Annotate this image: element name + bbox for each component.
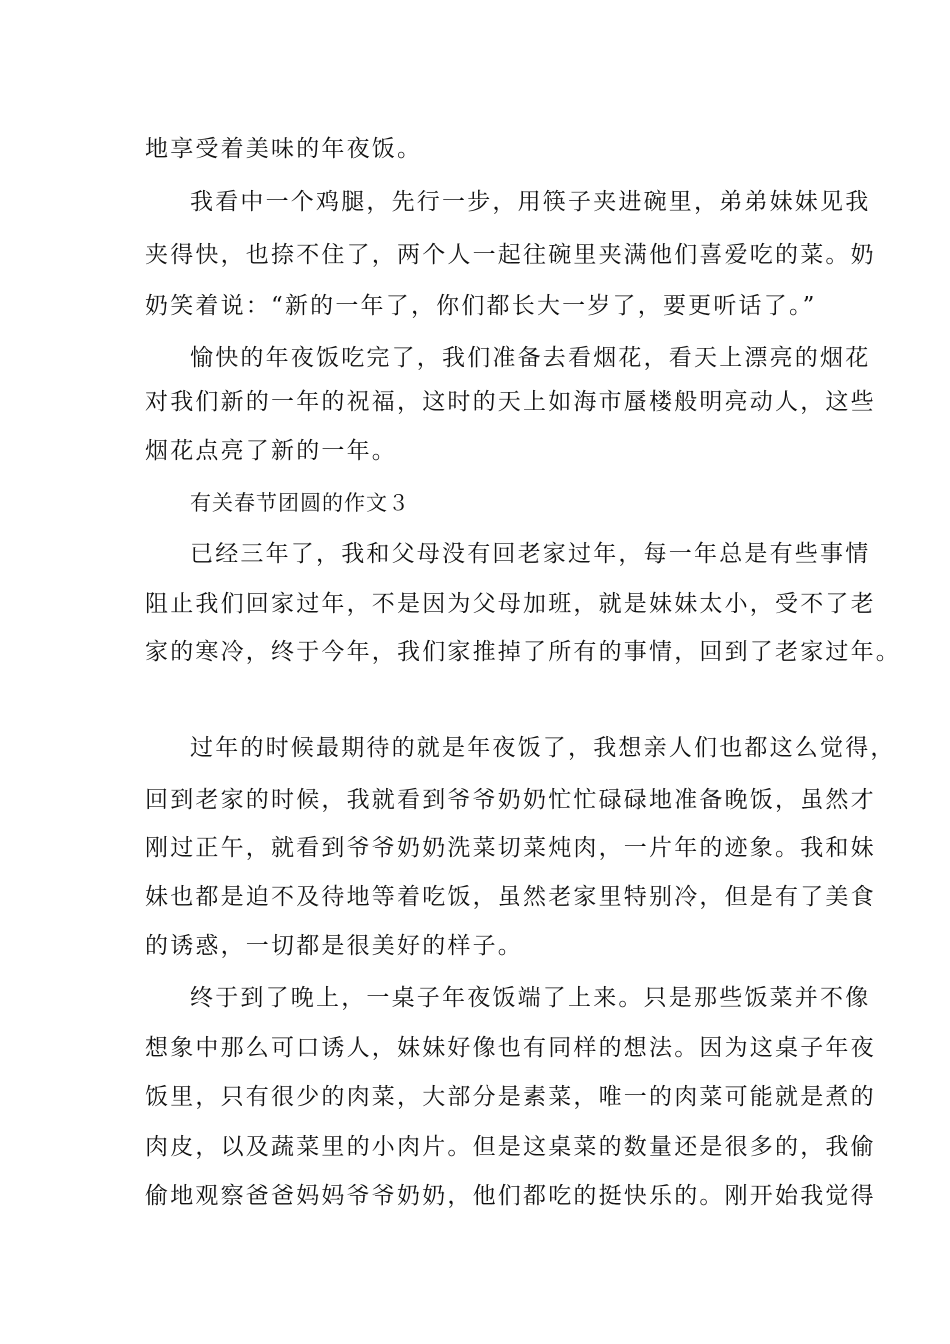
text-line: 对我们新的一年的祝福，这时的天上如海市蜃楼般明亮动人，这些	[145, 389, 876, 415]
paragraph-first-line: 我看中一个鸡腿，先行一步，用筷子夹进碗里，弟弟妹妹见我	[190, 189, 871, 215]
text-line: 阻止我们回家过年，不是因为父母加班，就是妹妹太小，受不了老	[145, 591, 876, 617]
section-title: 有关春节团圆的作文３	[190, 491, 410, 515]
text-line: 想象中那么可口诱人，妹妹好像也有同样的想法。因为这桌子年夜	[145, 1035, 876, 1061]
text-line: 饭里，只有很少的肉菜，大部分是素菜，唯一的肉菜可能就是煮的	[145, 1084, 876, 1110]
paragraph-first-line: 过年的时候最期待的就是年夜饭了，我想亲人们也都这么觉得，	[190, 735, 896, 761]
text-line: 肉皮，以及蔬菜里的小肉片。但是这桌菜的数量还是很多的，我偷	[145, 1134, 876, 1160]
text-line: 偷地观察爸爸妈妈爷爷奶奶，他们都吃的挺快乐的。刚开始我觉得	[145, 1183, 876, 1209]
text-line: 刚过正午，就看到爷爷奶奶洗菜切菜炖肉，一片年的迹象。我和妹	[145, 835, 876, 861]
text-line: 奶笑着说：“新的一年了，你们都长大一岁了，要更听话了。”	[145, 293, 817, 319]
text-line: 的诱惑，一切都是很美好的样子。	[145, 933, 523, 959]
text-line: 回到老家的时候，我就看到爷爷奶奶忙忙碌碌地准备晚饭，虽然才	[145, 787, 876, 813]
paragraph-first-line: 已经三年了，我和父母没有回老家过年，每一年总是有些事情	[190, 541, 871, 567]
text-line: 烟花点亮了新的一年。	[145, 438, 397, 464]
text-line: 家的寒冷，终于今年，我们家推掉了所有的事情，回到了老家过年。	[145, 639, 901, 665]
text-line: 夹得快，也捺不住了，两个人一起往碗里夹满他们喜爱吃的菜。奶	[145, 242, 876, 268]
text-line: 地享受着美味的年夜饭。	[145, 136, 423, 162]
paragraph-first-line: 终于到了晚上，一桌子年夜饭端了上来。只是那些饭菜并不像	[190, 985, 871, 1011]
paragraph-first-line: 愉快的年夜饭吃完了，我们准备去看烟花，看天上漂亮的烟花	[190, 345, 871, 371]
text-line: 妹也都是迫不及待地等着吃饭，虽然老家里特别冷，但是有了美食	[145, 884, 876, 910]
